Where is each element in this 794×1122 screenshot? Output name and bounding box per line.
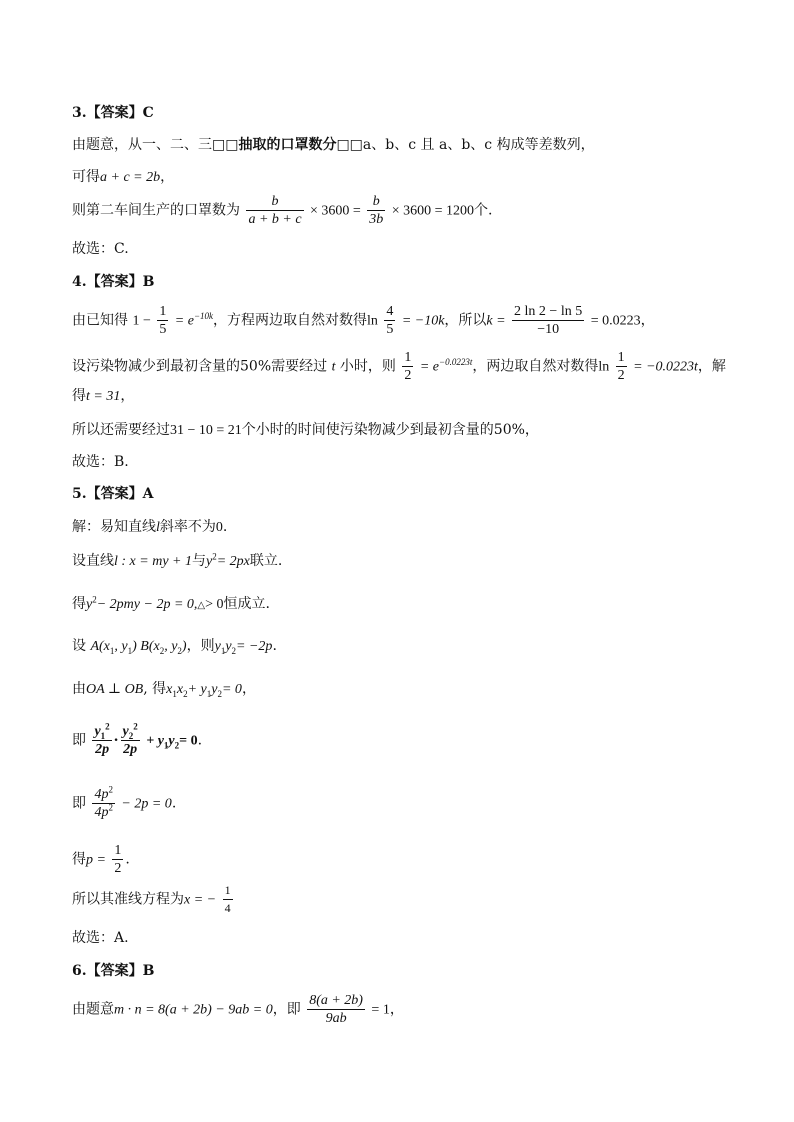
q6-line1 [72, 992, 404, 1027]
q5-equation: = −2p [236, 639, 273, 654]
q4-line2 [72, 349, 726, 384]
q5-equation: y [214, 639, 221, 654]
q5-line2 [72, 552, 282, 571]
q3-equation: a + c = 2b [100, 170, 161, 185]
q4-fraction [616, 349, 627, 384]
q3-line2 [72, 168, 174, 187]
q4-text: ，方程两边取自然对数得 [213, 312, 368, 329]
q5-equation: x = − [184, 892, 217, 908]
q3-text: 个. [474, 202, 493, 219]
q5-line4: 设 $A(x_1$, $y_1$) $B(x_2$, $y_2$)，则$y_1y_2= -2p$. [72, 638, 277, 656]
q5-equation: + y [187, 682, 207, 697]
fraction-numerator: y [94, 724, 101, 739]
q5-text: 得 [72, 851, 86, 868]
q5-text: 联立. [249, 553, 283, 569]
q4-fraction [512, 303, 584, 338]
q5-equation: − 2p = 0 [121, 796, 172, 812]
q4-text: 由已知得 [72, 312, 128, 329]
q5-equation: y [211, 682, 218, 697]
q5-line9 [72, 882, 235, 917]
fraction-numerator: 1 [114, 843, 122, 858]
fraction-numerator: 1 [223, 882, 233, 900]
q4-line3 [72, 387, 134, 406]
q5-text: . [197, 732, 203, 749]
q5-equation: l : x = my + 1 [114, 554, 192, 569]
q5-text: 由 [72, 681, 86, 697]
q5-equation: = 2px [216, 554, 250, 569]
fraction-numerator: 2 ln 2 − ln 5 [514, 304, 583, 319]
q5-fraction: $\frac{4p^2}{4p^2}$ [94, 784, 113, 820]
q5-line6: 即 $\frac{y_1^2}{2p}$ · $\frac{y_2^2}{2p}$ + $y_1y_2= 0$. [72, 721, 203, 757]
q5-fraction [112, 842, 123, 877]
q5-equation: y [225, 639, 232, 654]
fraction-numerator: 1 [404, 350, 412, 365]
fraction-denominator: 5 [386, 322, 394, 337]
q4-text: 设污染物减少到最初含量的50%需要经过 [72, 358, 328, 375]
q5-line3 [72, 595, 270, 615]
q5-fraction: $\frac{y_1^2}{2p}$ [94, 721, 110, 757]
q4-ln: ln [598, 359, 610, 375]
q5-equation: y [86, 597, 93, 612]
q3-text: a、b、c 且 a、b、c 构成等差数列， [362, 137, 595, 153]
fraction-numerator: 4 [386, 304, 394, 319]
q5-equation: A(x [90, 639, 110, 654]
fraction-numerator: 1 [617, 350, 625, 365]
q4-text: 得 [72, 388, 86, 404]
q5-exponent: 2 [92, 594, 97, 605]
q3-fraction [367, 193, 385, 228]
delta-symbol: △ [197, 600, 206, 611]
q6-fraction [307, 992, 365, 1027]
q5-text: 解：易知直线 [72, 519, 156, 535]
q6-text: ， [389, 1001, 404, 1018]
q5-text: 即 [72, 732, 86, 749]
fraction-denominator: 2 [404, 368, 412, 383]
fraction-numerator: b [246, 193, 303, 211]
q4-text: ， [640, 312, 655, 329]
fraction-numerator: 1 [159, 304, 167, 319]
q5-equation: = 0 [179, 733, 198, 749]
fraction-numerator: b [367, 193, 385, 211]
fraction-denominator: 3b [369, 212, 384, 227]
q4-text: ，解 [697, 358, 726, 375]
q4-equation: = −10k [401, 313, 445, 329]
q3-text-bold: □□抽取的口罩数分□□ [212, 137, 363, 153]
q4-text: 小时，则 [339, 358, 396, 375]
q5-text: 得 [72, 596, 86, 612]
q3-text: ， [160, 169, 175, 185]
q3-line3 [72, 193, 492, 228]
q6-text: 由题意 [72, 1001, 114, 1018]
q4-ln: ln [367, 313, 378, 329]
q4-equation: 31 − 10 = 21 [170, 423, 242, 438]
q5-equation: = 0 [221, 682, 242, 697]
q5-dot: · [113, 732, 119, 749]
q6-equation: m · n = 8(a + 2b) − 9ab = 0 [114, 1002, 273, 1018]
q5-equation: − 2pmy − 2p = 0, [96, 597, 198, 612]
q5-text: , 得 [143, 681, 167, 697]
q5-variable: l [156, 520, 160, 535]
q4-fraction [384, 303, 395, 338]
fraction-denominator: 2p [95, 742, 110, 757]
q5-equation: , y [164, 639, 178, 654]
q5-text: . [171, 795, 177, 812]
q5-text: 即 [72, 795, 86, 812]
q5-line1 [72, 518, 227, 537]
fraction-numerator: y [122, 724, 129, 739]
q4-equation: 1 − [132, 313, 151, 329]
q4-fraction [157, 303, 168, 338]
q5-equation: , y [114, 639, 128, 654]
q5-text: 斜率不为 [159, 519, 216, 535]
q5-number: 0 [215, 520, 223, 535]
fraction-denominator: 2 [114, 861, 122, 876]
fraction-denominator: 5 [159, 322, 167, 337]
q3-text: 则第二车间生产的口罩数为 [72, 202, 240, 219]
q4-exponent: −0.0223t [439, 356, 473, 367]
q5-equation: x [166, 682, 173, 697]
q6-equation: = 1 [371, 1002, 390, 1018]
q4-equation: k = [486, 313, 506, 329]
fraction-denominator: −10 [537, 322, 560, 337]
q3-fraction [246, 193, 303, 228]
q5-equation: ) B(x [132, 639, 160, 654]
q5-equation: OA ⊥ OB [86, 682, 144, 697]
q5-equation: y [168, 733, 175, 749]
q4-heading: 4.【答案】B [72, 274, 155, 290]
q4-equation: = 0.0223 [590, 313, 641, 329]
q4-variable: t [331, 359, 336, 375]
q4-equation: t = 31 [86, 389, 121, 404]
q5-equation: > 0 [205, 597, 224, 612]
q5-text: . [222, 519, 228, 535]
q5-fraction [223, 882, 233, 917]
q5-fraction: $\frac{y_2^2}{2p}$ [122, 721, 138, 757]
q5-text: 与 [191, 553, 206, 569]
q6-text: ，即 [272, 1001, 301, 1018]
q4-text: ，所以 [444, 312, 487, 329]
fraction-denominator: 2 [617, 368, 625, 383]
q5-equation: y [205, 554, 213, 569]
q5-text: . [125, 851, 130, 868]
fraction-denominator: a + b + c [248, 212, 302, 227]
q4-text: 所以还需要经过 [72, 422, 170, 438]
q5-line8 [72, 842, 130, 877]
fraction-denominator: 9ab [325, 1011, 347, 1026]
q5-text: 恒成立. [223, 596, 270, 612]
q3-text: 可得 [72, 169, 100, 185]
q5-text: 设 [72, 638, 86, 654]
q4-equation: = −0.0223t [633, 359, 698, 375]
q6-heading: 6.【答案】B [72, 963, 155, 979]
q3-equation: × 3600 = 1200 [391, 203, 475, 219]
q5-equation: p = [86, 852, 106, 868]
q5-text: 设直线 [72, 553, 114, 569]
q5-equation: ) [181, 639, 187, 654]
q4-fraction [402, 349, 413, 384]
q4-text: 个小时的时间使污染物减少到最初含量的50%， [241, 422, 539, 438]
q3-heading: 3.【答案】C [72, 105, 154, 121]
q5-text: 所以其准线方程为 [72, 891, 184, 908]
q3-equation: × 3600 = [310, 203, 361, 219]
q5-answer: 故选：A. [72, 930, 129, 946]
fraction-denominator: 2p [123, 742, 138, 757]
q4-equation: = e [419, 359, 439, 375]
q5-text: ，则 [186, 638, 215, 654]
fraction-numerator: 8(a + 2b) [309, 993, 363, 1008]
q3-answer: 故选：C. [72, 241, 129, 257]
fraction-numerator: 4p [94, 787, 109, 802]
q4-line4 [72, 421, 539, 440]
q5-line7 [72, 786, 176, 821]
q5-text: . [272, 638, 277, 654]
q4-text: ，两边取自然对数得 [472, 358, 599, 375]
q3-line1 [72, 136, 595, 154]
q4-line1 [72, 303, 655, 338]
q4-answer: 故选：B. [72, 454, 129, 470]
q5-heading: 5.【答案】A [72, 486, 154, 502]
q3-text: 由题意，从一、二、三 [72, 137, 212, 153]
q5-exponent: 2 [212, 551, 217, 562]
q4-exponent: −10k [193, 310, 214, 321]
q5-text: ， [241, 681, 256, 697]
fraction-denominator: 4p [94, 805, 109, 820]
q4-text: ， [120, 388, 135, 404]
q5-line5: 由OA ⊥ OB, 得$x_1x_2+ y_1y_2= 0$， [72, 681, 256, 699]
q5-equation: + y [146, 733, 164, 749]
q4-equation: = e [174, 313, 194, 329]
fraction-denominator: 4 [224, 901, 231, 915]
q5-equation: x [176, 682, 184, 697]
